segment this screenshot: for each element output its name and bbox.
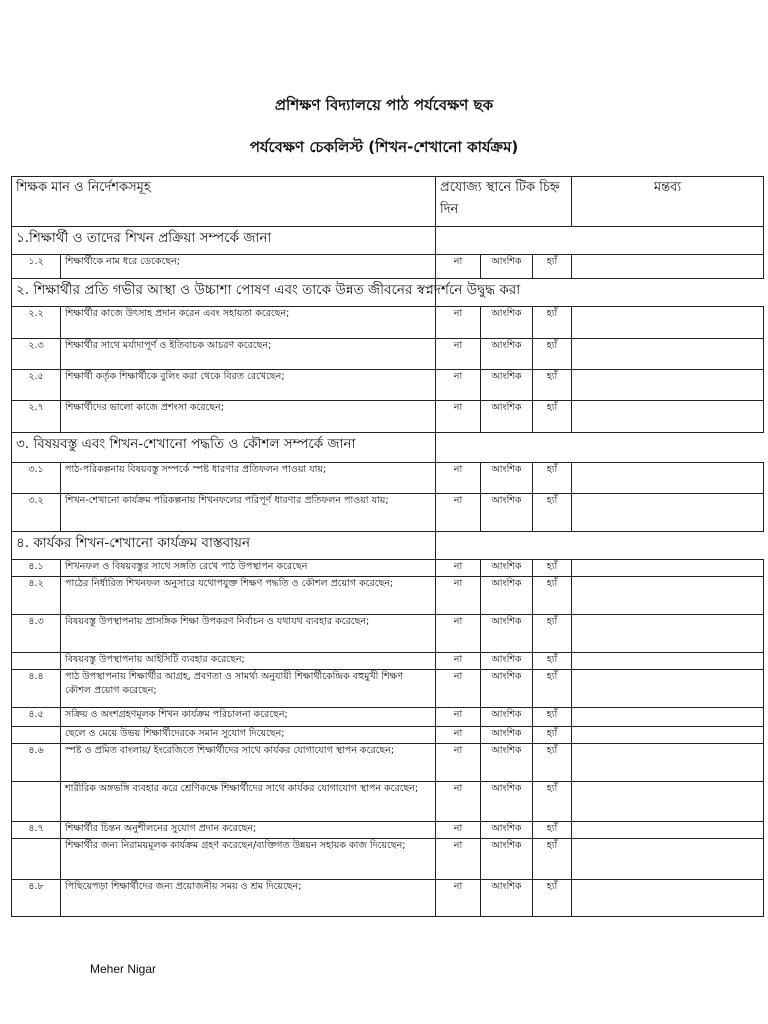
checklist-item <box>12 670 764 708</box>
option-yes[interactable]: হ্যাঁ <box>533 463 572 494</box>
remarks-cell[interactable] <box>572 339 764 370</box>
option-no[interactable]: না <box>436 370 481 401</box>
option-yes[interactable]: হ্যাঁ <box>533 880 572 917</box>
item-number: ৪.৮ <box>12 880 61 917</box>
section-title: ১.শিক্ষার্থী ও তাদের শিখন প্রক্রিয়া সম্পর্কে জানা <box>16 230 272 246</box>
checklist-item <box>12 615 764 653</box>
item-text: পিছিয়েপড়া শিক্ষার্থীদের জন্য প্রয়োজনীয় সময় ও শ্রম দিয়েছেন; <box>61 880 436 917</box>
checklist-item <box>12 339 764 370</box>
section-title: ৪. কার্যকর শিখন-শেখানো কার্যক্রম বাস্তবায়ন <box>16 535 251 551</box>
option-partial[interactable]: আংশিক <box>481 370 533 401</box>
item-number: ৪.৪ <box>12 670 61 708</box>
option-no[interactable]: না <box>436 744 481 782</box>
item-number: ৪.২ <box>12 577 61 615</box>
checklist-item <box>12 307 764 339</box>
item-text: পাঠের নির্ধারিত শিখনফল অনুসারে যথোপযুক্ত শিক্ষণ পদ্ধতি ও কৌশল প্রয়োগ করেছেন; <box>61 577 436 615</box>
option-partial[interactable]: আংশিক <box>481 255 533 279</box>
remarks-cell[interactable] <box>572 577 764 615</box>
item-text: পাঠ-পরিকল্পনায় বিষয়বস্তু সম্পর্কে স্পষ্ট ধারণার প্রতিফলন পাওয়া যায়; <box>61 463 436 494</box>
option-partial[interactable]: আংশিক <box>481 463 533 494</box>
page-subtitle: পর্যবেক্ষণ চেকলিস্ট (শিখন-শেখানো কার্যক্রম) <box>249 138 519 156</box>
remarks-cell[interactable] <box>572 255 764 279</box>
item-text: স্পষ্ট ও প্রমিত বাংলায়/ ইংরেজিতে শিক্ষার্থীদের সাথে কার্যকর যোগাযোগ স্থাপন করেছেন; <box>61 744 436 782</box>
remarks-cell[interactable] <box>572 463 764 494</box>
option-no[interactable]: না <box>436 653 481 670</box>
item-text: সক্রিয় ও অংশগ্রহণমূলক শিখন কার্যক্রম পরিচালনা করেছেন; <box>61 708 436 727</box>
header-remarks: মন্তব্য <box>572 177 764 227</box>
checklist-item <box>12 494 764 532</box>
option-no[interactable]: না <box>436 307 481 339</box>
option-no[interactable]: না <box>436 577 481 615</box>
item-number: ৪.৬ <box>12 744 61 782</box>
item-number <box>12 653 61 670</box>
option-partial[interactable]: আংশিক <box>481 880 533 917</box>
option-yes[interactable]: হ্যাঁ <box>533 615 572 653</box>
option-no[interactable]: না <box>436 494 481 532</box>
item-number: ১.২ <box>12 255 61 279</box>
header-standards: শিক্ষক মান ও নির্দেশকসমূহ <box>12 177 436 227</box>
option-partial[interactable]: আংশিক <box>481 560 533 577</box>
section-title: ২. শিক্ষার্থীর প্রতি গভীর আস্থা ও উচ্চাশা পোষণ এবং তাকে উন্নত জীবনের স্বপ্নদর্শনে উদ্বুদ্ধ করা <box>16 282 521 298</box>
item-number: ৪.১ <box>12 560 61 577</box>
checklist-item <box>12 401 764 433</box>
option-yes[interactable]: হ্যাঁ <box>533 670 572 708</box>
option-yes[interactable]: হ্যাঁ <box>533 370 572 401</box>
remarks-cell[interactable] <box>572 782 764 822</box>
checklist-item <box>12 708 764 727</box>
remarks-cell[interactable] <box>572 822 764 839</box>
header-tick-instructions: প্রযোজ্য স্থানে টিক চিহ্ন দিন <box>436 177 572 227</box>
option-yes[interactable]: হ্যাঁ <box>533 839 572 880</box>
option-no[interactable]: না <box>436 822 481 839</box>
option-partial[interactable]: আংশিক <box>481 670 533 708</box>
item-text: বিষয়বস্তু উপস্থাপনায় প্রাসঙ্গিক শিক্ষা উপকরণ নির্বাচন ও যথাযথ ব্যবহার করেছেন; <box>61 615 436 653</box>
option-no[interactable]: না <box>436 708 481 727</box>
checklist-item <box>12 727 764 744</box>
item-text: ছেলে ও মেয়ে উভয় শিক্ষার্থীদেরকে সমান সুযোগ দিয়েছেন; <box>61 727 436 744</box>
checklist-item <box>12 782 764 822</box>
item-number: ২.৫ <box>12 370 61 401</box>
item-number: ২.৩ <box>12 339 61 370</box>
option-partial[interactable]: আংশিক <box>481 727 533 744</box>
section-title: ৩. বিষয়বস্তু এবং শিখন-শেখানো পদ্ধতি ও কৌশল সম্পর্কে জানা <box>16 436 356 452</box>
checklist-item <box>12 370 764 401</box>
item-text: শিক্ষার্থীর জন্য নিরাময়মূলক কার্যক্রম গ্রহণ করেছেন/ব্যক্তিগত উন্নয়ন সহায়ক কাজ দিয়েছেন; <box>61 839 436 880</box>
author-name: Meher Nigar <box>90 962 157 976</box>
option-no[interactable]: না <box>436 670 481 708</box>
item-text: শিক্ষার্থী কর্তৃক শিক্ষার্থীকে বুলিং করা থেকে বিরত রেখেছেন; <box>61 370 436 401</box>
section-row <box>12 227 764 255</box>
option-no[interactable]: না <box>436 401 481 433</box>
checklist-item <box>12 560 764 577</box>
option-partial[interactable]: আংশিক <box>481 401 533 433</box>
checklist-item <box>12 880 764 917</box>
option-no[interactable]: না <box>436 782 481 822</box>
item-text: শিক্ষার্থীকে নাম ধরে ডেকেছেন; <box>61 255 436 279</box>
option-yes[interactable]: হ্যাঁ <box>533 560 572 577</box>
item-number: ৪.৭ <box>12 822 61 839</box>
option-no[interactable]: না <box>436 615 481 653</box>
option-partial[interactable]: আংশিক <box>481 782 533 822</box>
option-yes[interactable]: হ্যাঁ <box>533 653 572 670</box>
item-text: শিখন-শেখানো কার্যক্রম পরিকল্পনায় শিখনফলের পরিপূর্ণ ধারণার প্রতিফলন পাওয়া যায়; <box>61 494 436 532</box>
option-yes[interactable]: হ্যাঁ <box>533 339 572 370</box>
page-title: প্রশিক্ষণ বিদ্যালয়ে পাঠ পর্যবেক্ষণ ছক <box>274 96 494 114</box>
section-row <box>12 532 764 560</box>
item-text: বিষয়বস্তু উপস্থাপনায় আইসিটি ব্যবহার করেছেন; <box>61 653 436 670</box>
option-yes[interactable]: হ্যাঁ <box>533 782 572 822</box>
item-number <box>12 839 61 880</box>
remarks-cell[interactable] <box>572 370 764 401</box>
option-yes[interactable]: হ্যাঁ <box>533 822 572 839</box>
option-yes[interactable]: হ্যাঁ <box>533 494 572 532</box>
item-text: শারীরিক অঙ্গভঙ্গি ব্যবহার করে শ্রেণিকক্ষে শিক্ষার্থীদের সাথে কার্যকর যোগাযোগ স্থাপন করেছেন; <box>61 782 436 822</box>
item-text: শিক্ষার্থীর কাজে উৎসাহ প্রদান করেন এবং সহায়তা করেছেন; <box>61 307 436 339</box>
item-number: ৪.৫ <box>12 708 61 727</box>
item-text: শিক্ষার্থীর চিন্তন অনুশীলনের সুযোগ প্রদান করেছেন; <box>61 822 436 839</box>
option-yes[interactable]: হ্যাঁ <box>533 401 572 433</box>
option-yes[interactable]: হ্যাঁ <box>533 307 572 339</box>
header-row <box>12 177 764 227</box>
option-partial[interactable]: আংশিক <box>481 577 533 615</box>
option-yes[interactable]: হ্যাঁ <box>533 708 572 727</box>
checklist-item <box>12 839 764 880</box>
option-no[interactable]: না <box>436 463 481 494</box>
remarks-cell[interactable] <box>572 880 764 917</box>
option-partial[interactable]: আংশিক <box>481 822 533 839</box>
item-number: ২.২ <box>12 307 61 339</box>
option-yes[interactable]: হ্যাঁ <box>533 255 572 279</box>
section-row <box>12 279 764 307</box>
section-row <box>12 433 764 463</box>
option-partial[interactable]: আংশিক <box>481 307 533 339</box>
item-number: ২.৭ <box>12 401 61 433</box>
item-number: ৩.১ <box>12 463 61 494</box>
option-no[interactable]: না <box>436 880 481 917</box>
remarks-cell[interactable] <box>572 401 764 433</box>
option-partial[interactable]: আংশিক <box>481 339 533 370</box>
option-partial[interactable]: আংশিক <box>481 615 533 653</box>
option-partial[interactable]: আংশিক <box>481 839 533 880</box>
item-number <box>12 782 61 822</box>
option-partial[interactable]: আংশিক <box>481 653 533 670</box>
checklist-item <box>12 653 764 670</box>
checklist-item <box>12 577 764 615</box>
option-yes[interactable]: হ্যাঁ <box>533 577 572 615</box>
checklist-item <box>12 822 764 839</box>
option-partial[interactable]: আংশিক <box>481 708 533 727</box>
option-no[interactable]: না <box>436 560 481 577</box>
checklist-table <box>11 176 764 917</box>
remarks-cell[interactable] <box>572 727 764 744</box>
checklist-item <box>12 744 764 782</box>
item-number: ৪.৩ <box>12 615 61 653</box>
remarks-cell[interactable] <box>572 653 764 670</box>
remarks-cell[interactable] <box>572 307 764 339</box>
remarks-cell[interactable] <box>572 839 764 880</box>
checklist-item <box>12 255 764 279</box>
option-no[interactable]: না <box>436 839 481 880</box>
option-no[interactable]: না <box>436 727 481 744</box>
remarks-cell[interactable] <box>572 615 764 653</box>
option-no[interactable]: না <box>436 255 481 279</box>
item-text: পাঠ উপস্থাপনায় শিক্ষার্থীর আগ্রহ, প্রবণতা ও সামর্থ্য অনুযায়ী শিক্ষার্থীকেন্দ্রিক বহুমুখী শিক্ষণ কৌশল প্রয়োগ করেছেন; <box>61 670 436 708</box>
item-text: শিক্ষার্থীর সাথে মর্যাদাপূর্ণ ও ইতিবাচক আচরণ করেছেন; <box>61 339 436 370</box>
remarks-cell[interactable] <box>572 744 764 782</box>
item-text: শিখনফল ও বিষয়বস্তুর সাথে সঙ্গতি রেখে পাঠ উপস্থাপন করেছেন <box>61 560 436 577</box>
remarks-cell[interactable] <box>572 494 764 532</box>
option-partial[interactable]: আংশিক <box>481 494 533 532</box>
item-text: শিক্ষার্থীদের ভালো কাজে প্রশংসা করেছেন; <box>61 401 436 433</box>
remarks-cell[interactable] <box>572 560 764 577</box>
option-partial[interactable]: আংশিক <box>481 744 533 782</box>
option-yes[interactable]: হ্যাঁ <box>533 727 572 744</box>
option-no[interactable]: না <box>436 339 481 370</box>
option-yes[interactable]: হ্যাঁ <box>533 744 572 782</box>
remarks-cell[interactable] <box>572 670 764 708</box>
checklist-item <box>12 463 764 494</box>
remarks-cell[interactable] <box>572 708 764 727</box>
item-number: ৩.২ <box>12 494 61 532</box>
item-number <box>12 727 61 744</box>
